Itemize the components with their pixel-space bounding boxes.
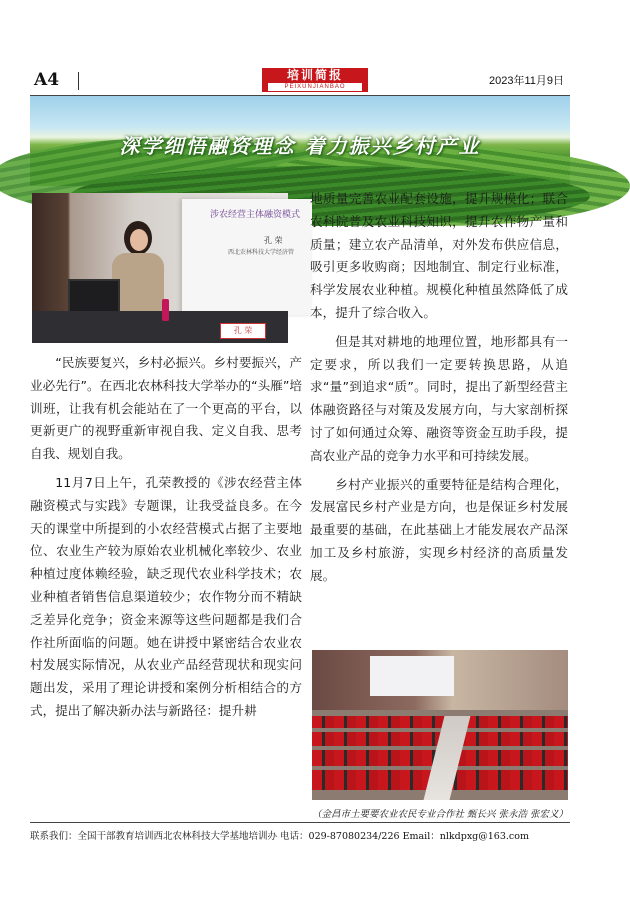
water-bottle [162,299,169,321]
nameplate: 孔 荣 [220,323,266,339]
right-column-text [310,188,568,588]
title-banner [30,96,570,186]
lecturer-face [130,229,148,251]
masthead-title: 培训简报 [286,68,343,82]
screen-speaker-org: 西北农林科技大学经济管 [228,249,295,256]
projection-screen [370,656,454,696]
left-column-text [30,352,302,723]
audience-row [312,716,568,728]
article-title: 深学细悟融资理念 着力振兴乡村产业 [119,134,481,158]
paragraph-1: “民族要复兴，乡村必振兴。乡村要振兴，产业必先行”。在西北农林科技大学举办的“头雁”培训班，让我有机会能站在了一个更高的平台，以更新更广的视野重新审视自我、定义自我、思考自我、规划自我。 [30,355,302,462]
screen-speaker-name: 孔 荣 [264,236,283,245]
page-number: A4 [34,70,60,90]
lecture-photo [32,193,301,343]
page-header [30,68,570,94]
paragraph-2-continued: 地质量完善农业配套设施，提升规模化；联合农科院普及农业科技知识，提升农作物产量和质量；建立农产品清单，对外发布供应信息，吸引更多收购商；因地制宜、制定行业标准，科学发展农业种植。规模化种植虽然降低了成本，提升了综合收入。 [310,191,568,320]
masthead-pinyin: PEIXUNJIANBAO [268,83,362,91]
masthead-logo [262,68,368,92]
paragraph-3: 但是其对耕地的地理位置，地形都具有一定要求，所以我们一定要转换思路，从追求“量”到追求“质”。同时，提出了新型经营主体融资路径与对策及发展方向，与大家剖析探讨了如何通过众筹、融资等资金互助手段，提高农业产品的竞争力水平和可持续发展。 [310,333,568,463]
issue-date: 2023年11月9日 [488,75,564,87]
paragraph-4: 乡村产业振兴的重要特征是结构合理化，发展富民乡村产业是方向，也是保证乡村发展最重要的基础，在此基础上才能发展农产品深加工及乡村旅游，实现乡村经济的高质量发展。 [310,476,568,583]
screen-title: 涉农经营主体融资模式 [210,210,301,220]
author-credit: （金昌市土要要农业农民专业合作社 甄长兴 张永浩 张宏义） [311,809,568,820]
footer-rule [30,822,570,823]
header-divider [78,72,79,90]
contact-footer: 联系我们：全国干部教育培训西北农林科技大学基地培训办 电话：029-87080234/226 Email：nlkdpxg@163.com [30,831,529,842]
paragraph-2: 11月7日上午，孔荣教授的《涉农经营主体融资模式与实践》专题课，让我受益良多。在今天的课堂中所提到的小农经营模式占据了主要地位、农业生产较为原始农业机械化率较少、农业种植过度体赖经验，缺乏现代农业科学技术；农业种植者销售信息渠道较少；农作物分而不精缺乏差异化竞争；资金来源等这些问题都是我们合作社所面临的问题。她在讲授中紧密结合农业农村发展实际情况，从农业产品经营现状和现实问题出发，采用了理论讲授和案例分析相结合的方式，提出了解决新办法与新路径：提升耕 [30,474,302,718]
classroom-photo [312,650,568,800]
